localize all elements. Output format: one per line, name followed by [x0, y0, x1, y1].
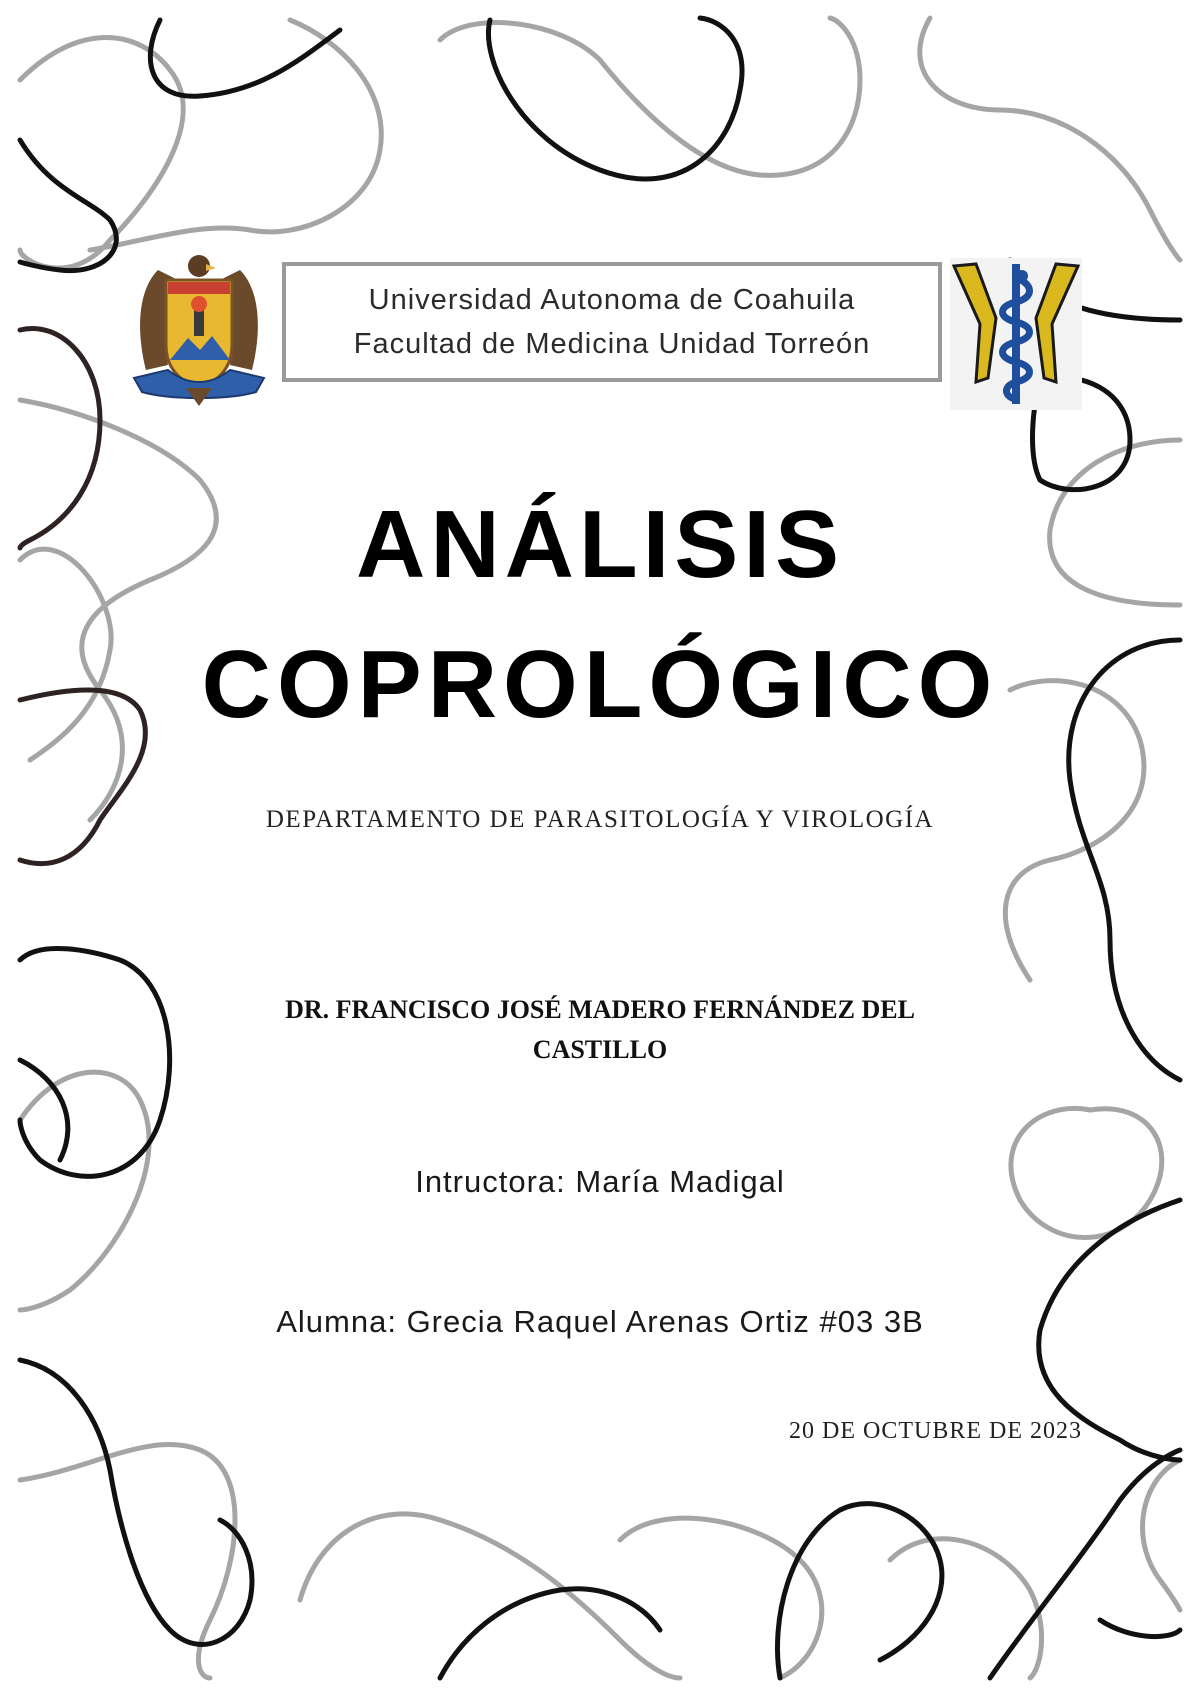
- instructor-line: Intructora: María Madigal: [415, 1164, 785, 1199]
- medicine-emblem-logo: [950, 258, 1082, 410]
- doctor-name: DR. FRANCISCO JOSÉ MADERO FERNÁNDEZ DEL CASTILLO: [285, 995, 915, 1064]
- university-title-box: [282, 262, 942, 382]
- main-title-line-2: COPROLÓGICO: [201, 631, 999, 738]
- faculty-name: Facultad de Medicina Unidad Torreón: [353, 328, 871, 360]
- eagle-beak: [206, 264, 216, 271]
- crest-top-band: [168, 282, 230, 294]
- student-line: Alumna: Grecia Raquel Arenas Ortiz #03 3B: [276, 1304, 924, 1339]
- document-date: 20 DE OCTUBRE DE 2023: [789, 1418, 1082, 1444]
- main-title-line-1: ANÁLISIS: [355, 491, 845, 598]
- crest-flame: [191, 296, 207, 312]
- university-name: Universidad Autonoma de Coahuila: [368, 284, 856, 316]
- university-crest-logo: [128, 250, 270, 410]
- snake-head-icon: [1016, 270, 1028, 282]
- department-name: DEPARTAMENTO DE PARASITOLOGÍA Y VIROLOGÍA: [265, 806, 935, 833]
